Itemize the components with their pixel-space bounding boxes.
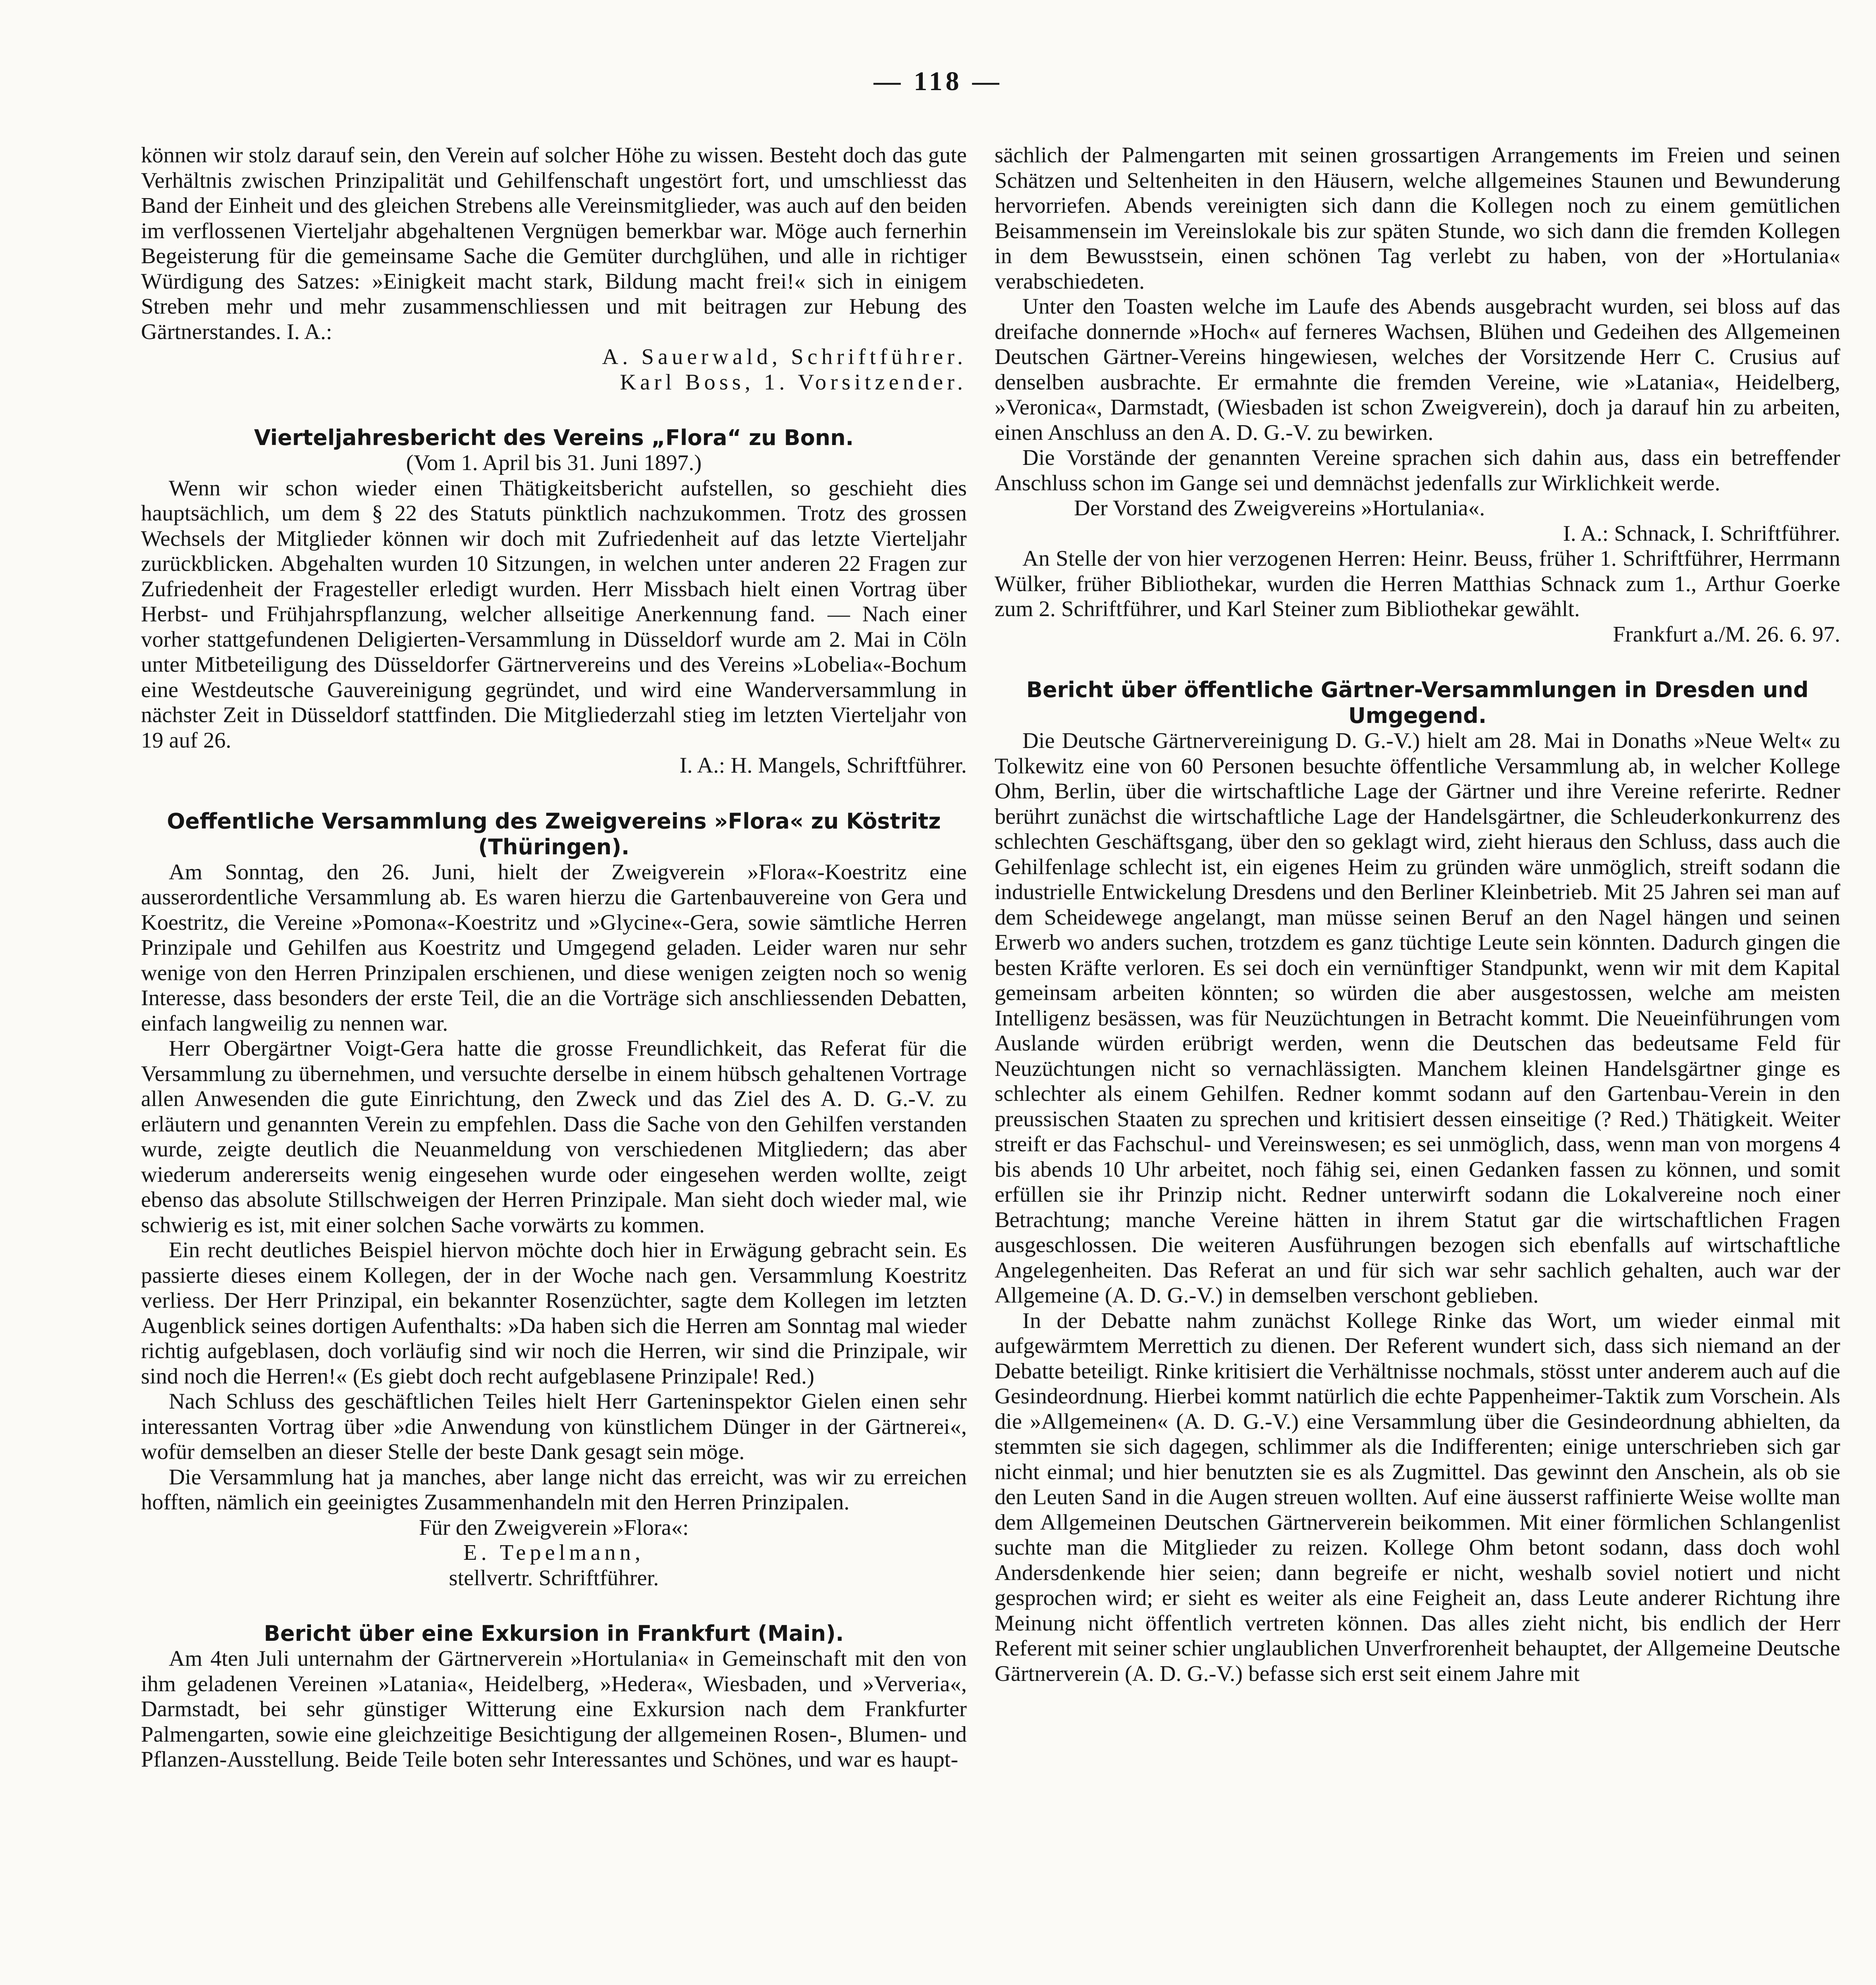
koestritz-paragraph: Herr Obergärtner Voigt-Gera hatte die grosse Freundlichkeit, das Referat für die Versammlung zu übernehmen, und versuchte derselbe in einem hübsch gehaltenen Vortrage allen Anwesenden die gute Einrichtung, den Zweck und das Ziel des A. D. G.-V. zu erläutern und genannten Verein zu empfehlen. Dass die Sache von den Gehilfen verstanden wurde, zeigte deutlich die Neuanmeldung von verschiedenen Mitgliedern; das aber wiederum andererseits wenig eingesehen wurde oder eingesehen werden wollte, zeigt ebenso das absolute Stillschweigen der Herren Prinzipale. Man sieht doch wieder mal, wie schwierig es ist, mit einer solchen Sache vorwärts zu kommen. [141,1036,967,1237]
article-subtitle-bonn: (Vom 1. April bis 31. Juni 1897.) [406,451,702,475]
article-title-koestritz: Oeffentliche Versammlung des Zweigvereins »Flora« zu Köstritz (Thüringen). [167,808,941,860]
left-column [141,143,967,1773]
koestritz-paragraph: Die Versammlung hat ja manches, aber lange nicht das erreicht, was wir zu erreichen hofften, nämlich ein geeinigtes Zusammenhandeln mit den Herren Prinzipalen. [141,1465,967,1515]
signature-line: Für den Zweigverein »Flora«: [419,1515,689,1540]
signature-role: stellvertr. Schriftführer. [449,1565,659,1590]
page-number: — 118 — [873,66,1003,96]
date-line: Frankfurt a./M. 26. 6. 97. [1613,622,1840,647]
signature-boss: Karl Boss, 1. Vorsitzender. [620,370,967,395]
signature-schnack: I. A.: Schnack, I. Schriftführer. [1563,521,1840,546]
dresden-paragraph: In der Debatte nahm zunächst Kollege Rinke das Wort, um wieder einmal mit aufgewärmtem Merrettich zu dienen. Der Referent wundert sich, dass sich niemand an der Debatte beteiligt. Rinke kritisiert die Verhältnisse nochmals, stösst unter anderem auch auf die Gesindeordnung. Hierbei kommt natürlich die echte Pappenheimer-Taktik zum Vorschein. Als die »Allgemeinen« (A. D. G.-V.) eine Versammlung über die Gesindeordnung abhielten, da stemmten sie sich dagegen, schlimmer als die Indifferenten; einige unterschrieben sich gar nicht einmal; und hier benutzten sie es als Zugmittel. Das gewinnt den Anschein, als ob sie den Leuten Sand in die Augen streuen wollten. Auf eine äusserst raffinierte Weise wollte man dem Allgemeinen Deutschen Gärtnerverein beikommen. Mit einer förmlichen Schlangenlist suchte man die Mitglieder zu reizen. Kollege Ohm betont sodann, dass doch wohl Andersdenkende hier seien; dann begreife er nicht, weshalb soviel notiert und nicht gesprochen wird; er sieht es weiter als eine Feigheit an, dass Leute anderer Richtung ihre Meinung nicht öffentlich vertreten können. Das alles zieht nicht, bis endlich der Herr Referent mit seiner schier unglaublichen Unverfrorenheit behauptet, der Allgemeine Deutsche Gärtnerverein (A. D. G.-V.) befasse sich erst seit einem Jahre mit [995,1308,1840,1686]
frankfurt-paragraph: Unter den Toasten welche im Laufe des Abends ausgebracht wurden, sei bloss auf das dreifache donnernde »Hoch« auf ferneres Wachsen, Blühen und Gedeihen des Allgemeinen Deutschen Gärtner-Vereins hingewiesen, welches der Vorsitzende Herr C. Crusius auf denselben ausbrachte. Er ermahnte die fremden Vereine, wie »Latania«, Heidelberg, »Veronica«, Darmstadt, (Wiesbaden ist schon Zweigverein), doch ja darauf hin zu arbeiten, einen Anschluss an den A. D. G.-V. zu bewirken. [995,294,1840,445]
article-body-frankfurt: Am 4ten Juli unternahm der Gärtnerverein »Hortulania« in Gemeinschaft mit den von ihm geladenen Vereinen »Latania«, Heidelberg, »Hedera«, Wiesbaden, und »Ververia«, Darmstadt, bei sehr günstiger Witterung eine Exkursion nach dem Frankfurter Palmengarten, sowie eine gleichzeitige Besichtigung der allgemeinen Rosen-, Blumen- und Pflanzen-Ausstellung. Beide Teile boten sehr Interessantes und Schönes, und war es haupt- [141,1646,967,1772]
article-title-dresden: Bericht über öffentliche Gärtner-Versammlungen in Dresden und Umgegend. [1026,677,1809,728]
intro-paragraph: können wir stolz darauf sein, den Verein auf solcher Höhe zu wissen. Besteht doch das gute Verhältnis zwischen Prinzipalität und Gehilfenschaft ungestört fort, und umschliesst das Band der Einheit und des gleichen Strebens alle Vereinsmitglieder, was auch auf den beiden im verflossenen Vierteljahr abgehaltenen Vergnügen bemerkbar war. Möge auch fernerhin Begeisterung für die gemeinsame Sache die Gemüter durchglühen, und alle in richtiger Würdigung des Satzes: »Einigkeit macht stark, Bildung macht frei!« sich in einigem Streben mehr und mehr zusammenschliessen und mit beitragen zur Hebung des Gärtnerstandes. I. A.: [141,143,967,344]
article-title-bonn: Vierteljahresbericht des Vereins „Flora“ zu Bonn. [254,425,854,450]
signature-line: Der Vorstand des Zweigvereins »Hortulania«. [1074,496,1485,520]
frankfurt-paragraph: An Stelle der von hier verzogenen Herren: Heinr. Beuss, früher 1. Schriftführer, Herrmann Wülker, früher Bibliothekar, wurden die Herren Matthias Schnack zum 1., Arthur Goerke zum 2. Schriftführer, und Karl Steiner zum Bibliothekar gewählt. [995,546,1840,621]
dresden-paragraph: Die Deutsche Gärtnervereinigung D. G.-V.) hielt am 28. Mai in Donaths »Neue Welt« zu Tolkewitz eine von 60 Personen besuchte öffentliche Versammlung ab, in welcher Kollege Ohm, Berlin, über die wirtschaftliche Lage der Gärtner und ihre Vereine referirte. Redner berührt zunächst die wirtschaftliche Lage der Handelsgärtner, die Schleuderkonkurrenz des schlechten Geschäftsgang, über den so geklagt wird, zieht hieraus den Schluss, dass auch die Gehilfenlage schlecht ist, ein eigenes Heim zu gründen wäre unmöglich, streift sodann die industrielle Entwickelung Dresdens und den Berliner Kleinbetrieb. Mit 25 Jahren sei man auf dem Scheidewege angelangt, man müsse seinen Beruf an den Nagel hängen und seinen Erwerb wo anders suchen, trotzdem es ganz tüchtige Leute sein könnten. Dadurch gingen die besten Kräfte verloren. Es sei doch ein vernünftiger Standpunkt, wenn wir mit dem Kapital gemeinsam arbeiten könnten; so würden die aber ausgestossen, welche am meisten Intelligenz besässen, was für Neuzüchtungen in Betracht kommt. Die Neueinführungen vom Auslande würden erübrigt werden, wenn die Deutschen das bedeutsame Feld für Neuzüchtungen nicht so vernachlässigten. Manchem kleinen Handelsgärtner ginge es schlechter als einem Gehilfen. Redner kommt sodann auf den Gartenbau-Verein in den preussischen Staaten zu sprechen und kritisiert dessen einseitige (? Red.) Thätigkeit. Weiter streift er das Fachschul- und Vereinswesen; es sei unmöglich, dass, wenn man von morgens 4 bis abends 10 Uhr arbeitet, noch fähig sei, einen Gedanken fassen zu können, und somit erfüllen sie ihr Prinzip nicht. Redner unterwirft sodann die Lokalvereine noch einer Betrachtung; manche Vereine hätten in ihrem Statut gar die wirtschaftlichen Fragen ausgeschlossen. Die weiteren Ausführungen bezogen sich ebenfalls auf wirtschaftliche Angelegenheiten. Das Referat an und für sich war sehr sachlich gehalten, auch war der Allgemeine (A. D. G.-V.) in demselben verschont geblieben. [995,728,1840,1308]
signature-sauerwald: A. Sauerwald, Schriftführer. [602,345,967,369]
right-column [995,143,1840,1686]
frankfurt-continuation: sächlich der Palmengarten mit seinen grossartigen Arrangements im Freien und seinen Schätzen und Seltenheiten in den Häusern, welche allgemeines Staunen und Bewunderung hervorriefen. Abends vereinigten sich dann die Kollegen noch zu einem gemütlichen Beisammensein im Vereinslokale bis zur späten Stunde, wo sich dann die fremden Kollegen in dem Bewusstsein, einen schönen Tag verlebt zu haben, von der »Hortulania« verabschiedeten. [995,143,1840,294]
signature-tepelmann: E. Tepelmann, [463,1540,645,1565]
article-title-frankfurt: Bericht über eine Exkursion in Frankfurt (Main). [264,1621,844,1646]
article-body-bonn: Wenn wir schon wieder einen Thätigkeitsbericht aufstellen, so geschieht dies hauptsächlich, um dem § 22 des Statuts pünktlich nachzukommen. Trotz des grossen Wechsels der Mitglieder können wir doch mit Zufriedenheit auf das letzte Vierteljahr zurückblicken. Abgehalten wurden 10 Sitzungen, in welchen unter anderen 22 Fragen zur Zufriedenheit der Fragesteller erledigt wurden. Herr Missbach hielt einen Vortrag über Herbst- und Frühjahrspflanzung, welcher allseitige Anerkennung fand. — Nach einer vorher stattgefundenen Deligierten-Versammlung in Düsseldorf wurde am 2. Mai in Cöln unter Mitbeteiligung des Düsseldorfer Gärtnervereins und des Vereins »Lobelia«-Bochum eine Westdeutsche Gauvereinigung gegründet, und wird eine Wanderversammlung in nächster Zeit in Düsseldorf stattfinden. Die Mitgliederzahl stieg im letzten Vierteljahr von 19 auf 26. [141,476,967,753]
signature-mangels: I. A.: H. Mangels, Schriftführer. [679,753,967,778]
koestritz-paragraph: Am Sonntag, den 26. Juni, hielt der Zweigverein »Flora«-Koestritz eine ausserordentliche Versammlung ab. Es waren hierzu die Gartenbauvereine von Gera und Koestritz, die Vereine »Pomona«-Koestritz und »Glycine«-Gera, sowie sämtliche Herren Prinzipale und Gehilfen aus Koestritz und Umgegend geladen. Leider waren nur sehr wenige von den Herren Prinzipalen erschienen, und diese wenigen zeigten noch so wenig Interesse, dass besonders der erste Teil, die an die Vorträge sich anschliessenden Debatten, einfach langweilig zu nennen war. [141,860,967,1036]
koestritz-paragraph: Ein recht deutliches Beispiel hiervon möchte doch hier in Erwägung gebracht sein. Es passierte dieses einem Kollegen, der in der Woche nach gen. Versammlung Koestritz verliess. Der Herr Prinzipal, ein bekannter Rosenzüchter, sagte dem Kollegen im letzten Augenblick seines dortigen Aufenthalts: »Da haben sich die Herren am Sonntag mal wieder richtig aufgeblasen, doch vorläufig sind wir noch die Herren, wir sind die Prinzipale, wir sind noch die Herren!« (Es giebt doch recht aufgeblasene Prinzipale! Red.) [141,1238,967,1389]
koestritz-paragraph: Nach Schluss des geschäftlichen Teiles hielt Herr Garteninspektor Gielen einen sehr interessanten Vortrag über »die Anwendung von künstlichem Dünger in der Gärtnerei«, wofür demselben an dieser Stelle der beste Dank gesagt sein möge. [141,1389,967,1464]
frankfurt-paragraph: Die Vorstände der genannten Vereine sprachen sich dahin aus, dass ein betreffender Anschluss schon im Gange sei und demnächst jedenfalls zur Wirklichkeit werde. [995,445,1840,495]
